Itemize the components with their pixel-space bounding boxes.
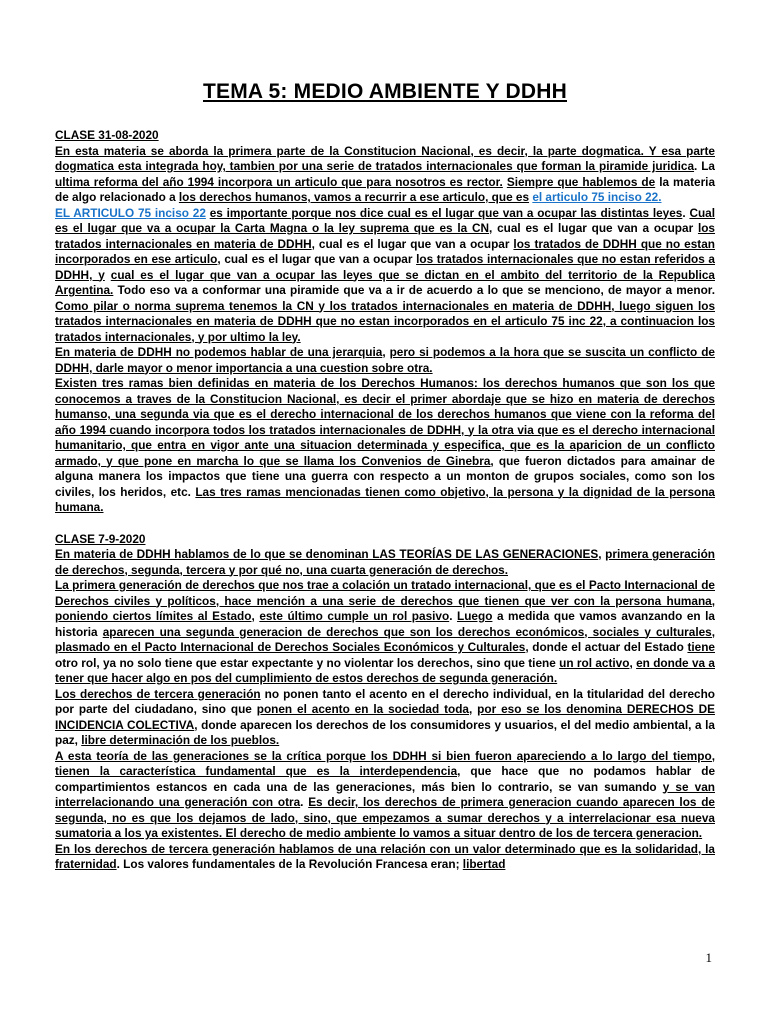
- article-link[interactable]: el articulo 75 inciso 22.: [532, 190, 662, 204]
- text-run: la materia de algo relacionado a: [55, 174, 715, 204]
- text-run: que fueron dictados para amainar de alguna manera los impactos que tiene una guerra con respecto a un monton de grupos sociales, como son los civiles, los heridos, etc.: [55, 453, 715, 499]
- paragraph: [55, 578, 715, 687]
- document-page: [55, 80, 715, 889]
- text-run: . Los valores fundamentales de la Revolución Francesa eran;: [116, 857, 463, 871]
- text-run: Los derechos de tercera generación: [55, 686, 261, 701]
- text-run: los tratados internacionales en materia de DDHH: [55, 221, 715, 251]
- page-number: 1: [705, 950, 712, 965]
- text-run: Cual es el lugar que va a ocupar la Carta Magna o la ley suprema que es la CN: [55, 205, 716, 235]
- text-run: ,: [629, 655, 637, 670]
- text-run: En esta materia se aborda la primera parte de la Constitucion Nacional, es decir, la parte dogmatica. Y esa parte dogmatica esta integrada hoy, tambien por una serie de tratados internacionales que forman la piramide juridica: [55, 143, 715, 173]
- paragraph: [55, 687, 715, 749]
- text-run: .: [300, 795, 309, 809]
- text-run: Como pilar o norma suprema tenemos la CN y los tratados internacionales en materia de DDHH, luego siguen los tratados internacionales en materia de DDHH que no estan incorporados en el articulo 75 inc 22, a continuacion los tratados internacionales, y por ultimo la ley.: [55, 298, 715, 344]
- text-run: libertad: [462, 857, 506, 871]
- class-heading: CLASE 31-08-2020: [55, 128, 159, 142]
- text-run: los tratados de DDHH que no estan incorporados en ese articulo: [55, 236, 715, 266]
- article-link[interactable]: EL ARTICULO 75 inciso 22: [55, 205, 206, 220]
- text-run: En los derechos de tercera generación hablamos de una relación con un valor determinado que es la solidaridad, la fraternidad: [55, 841, 715, 871]
- text-run: es importante porque nos dice cual es el lugar que van a ocupar las distintas leyes: [209, 205, 683, 220]
- text-run: primera generación de derechos, segunda, tercera y por qué no, una cuarta generación de derechos.: [55, 547, 715, 577]
- text-run: Todo eso va a conformar una piramide que va a ir de acuerdo a lo que se menciono, de mayor a menor.: [113, 283, 715, 297]
- paragraph: [55, 547, 715, 578]
- text-run: que hace que no podamos hablar de compartimientos estancos en cada una de las generaciones, más bien lo contrario, se van sumando: [55, 764, 716, 794]
- text-run: A esta teoría de las generaciones se la crítica porque los DDHH si bien fueron apareciendo a lo largo del tiempo, tienen la característica fundamental que es la interdependencia,: [55, 748, 715, 778]
- text-run: , cual es el lugar que van a ocupar: [311, 236, 514, 251]
- text-run: cual es el lugar que van a ocupar las leyes que se dictan en el ambito del territorio de la Republica Argentina.: [55, 267, 715, 297]
- text-run: no ponen tanto el acento en el derecho individual, en la titularidad del derecho por parte del ciudadano, sino que: [55, 686, 715, 716]
- text-run: En materia de DDHH no podemos hablar de una jerarquia: [55, 345, 383, 359]
- text-run: La primera generación de derechos que nos trae a colación un tratado internacional, que es el Pacto Internacional de Derechos civiles y políticos, hace mención a una serie de derechos que tienen que ver con la persona humana, poniendo ciertos límites al Estado: [55, 578, 715, 623]
- text-run: Luego: [457, 609, 493, 623]
- text-run: un rol activo: [559, 655, 630, 670]
- text-run: a medida que vamos avanzando en la historia: [55, 609, 715, 639]
- paragraph: [55, 749, 715, 842]
- text-run: Las tres ramas mencionadas tienen como objetivo, la persona y la dignidad de la persona humana.: [55, 484, 715, 514]
- text-run: ultima reforma del año 1994 incorpora un articulo que para nosotros es rector.: [55, 174, 503, 189]
- text-run: . La: [694, 159, 715, 173]
- text-run: Siempre que hablemos de: [506, 174, 656, 189]
- text-run: tiene: [687, 640, 715, 654]
- text-run: los tratados internacionales que no estan referidos a DDHH, y: [55, 252, 715, 282]
- class-section: [55, 128, 715, 516]
- text-run: , cual es el lugar que van a ocupar: [489, 221, 698, 235]
- text-run: Es decir, los derechos de primera generacion cuando aparecen los de segunda, no es que los dejamos de lado, sino, que empezamos a sumar derechos y a interrelacionar esa nueva sumatoria a los ya existentes. El derecho de medio ambiente lo vamos a situar dentro de los de tercera generacion.: [55, 795, 715, 840]
- paragraph: [55, 842, 715, 873]
- text-run: este último cumple un rol pasivo: [259, 609, 450, 623]
- text-run: pero si podemos a la hora que se suscita un conflicto de DDHH, darle mayor o menor importancia a una cuestion sobre otra.: [55, 345, 715, 375]
- text-run: los derechos humanos, vamos a recurrir a ese articulo, que es: [178, 190, 530, 204]
- text-run: libre determinación de los pueblos.: [81, 733, 280, 747]
- text-run: ,: [251, 609, 260, 623]
- class-heading: CLASE 7-9-2020: [55, 531, 146, 546]
- paragraph: [55, 206, 715, 346]
- text-run: Existen tres ramas bien definidas en materia de los Derechos Humanos: los derechos humanos que son los que conocemos a traves de la Constitucion Nacional, es decir el primer abordaje que se hizo en materia de derechos humanso, una segunda via que es el derecho internacional de los derechos humanos que viene con la reforma del año 1994 cuando incorpora todos los tratados internacionales de DDHH, y la otra via que es el derecho internacional humanitario, que entra en vigor ante una situacion determinada y especifica, que es la aparicion de un conflicto armado, y que pone en marcha lo que se llama los Convenios de Ginebra,: [55, 376, 715, 468]
- text-run: , donde el actuar del Estado: [525, 640, 688, 654]
- text-run: ,: [598, 547, 606, 561]
- text-run: por eso se los denomina DERECHOS DE INCIDENCIA COLECTIVA: [55, 702, 715, 732]
- document-body: [55, 128, 715, 873]
- text-run: ,: [469, 702, 478, 716]
- paragraph: [55, 345, 715, 376]
- text-run: En materia de DDHH hablamos de lo que se denominan LAS TEORÍAS DE LAS GENERACIONES: [55, 547, 599, 561]
- text-run: en donde va a tener que hacer algo en pos del cumplimiento de estos derechos de segunda generación.: [55, 655, 715, 685]
- document-title: TEMA 5: MEDIO AMBIENTE Y DDHH: [203, 80, 567, 103]
- text-run: y se van interrelacionando una generación con otra: [55, 779, 715, 809]
- class-section: [55, 532, 715, 873]
- text-run: .: [682, 205, 690, 220]
- paragraph: [55, 144, 715, 206]
- text-run: ,: [382, 345, 390, 359]
- text-run: , cual es el lugar que van a ocupar: [217, 252, 417, 266]
- text-run: , donde aparecen los derechos de los consumidores y usuarios, el del medio ambiental, a la paz,: [55, 717, 715, 747]
- text-run: ponen el acento en la sociedad toda: [256, 702, 469, 716]
- text-run: .: [449, 609, 458, 623]
- paragraph: [55, 376, 715, 516]
- text-run: otro rol, ya no solo tiene que estar expectante y no violentar los derechos, sino que tiene: [55, 655, 560, 670]
- text-run: aparecen una segunda generacion de derechos que son los derechos económicos, sociales y culturales, plasmado en el Pacto Internacional de Derechos Sociales Económicos y Culturales: [55, 624, 715, 654]
